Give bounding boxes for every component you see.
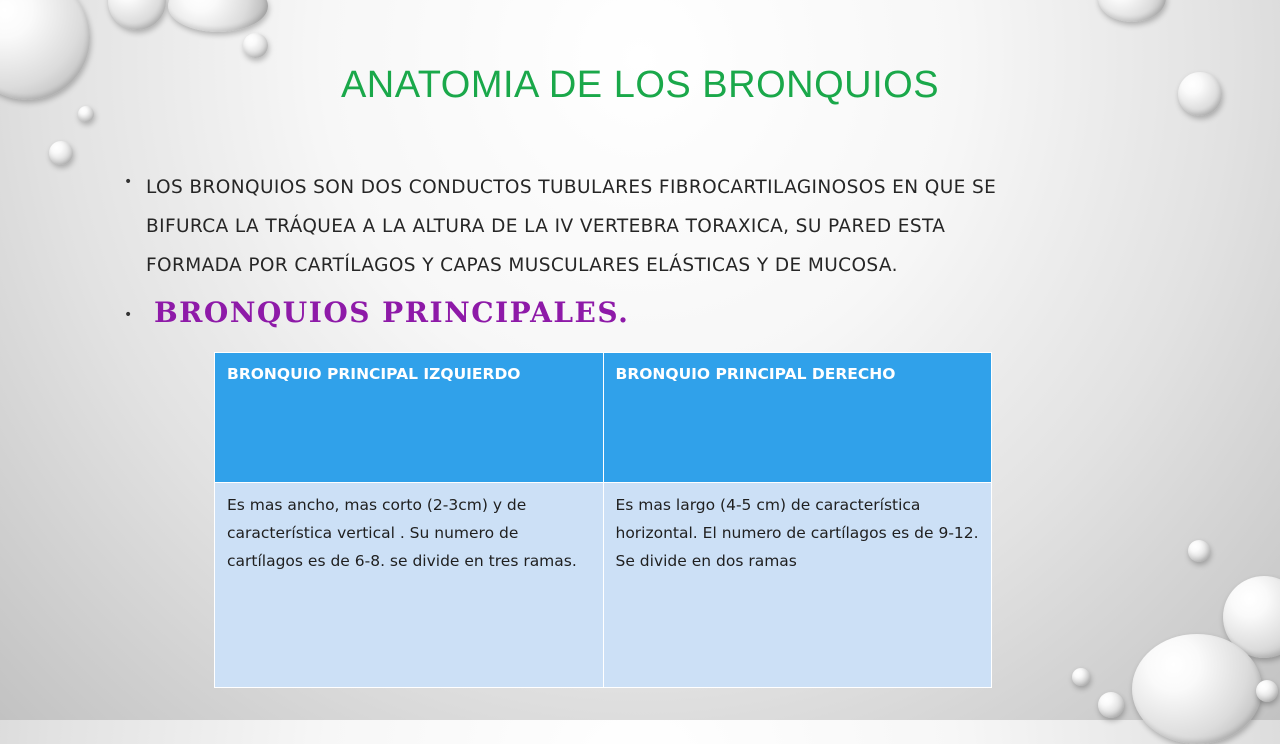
water-drop-decoration (1132, 634, 1262, 744)
table-row (215, 483, 992, 688)
water-drop-decoration (1188, 540, 1210, 562)
water-drop-decoration (1256, 680, 1278, 702)
section-heading: BRONQUIOS PRINCIPALES. (154, 296, 630, 329)
bullet-marker: • (124, 307, 133, 323)
water-drop-decoration (108, 0, 166, 30)
left-bronchus-description: Es mas ancho, mas corto (2-3cm) y de característica vertical . Su numero de cartílagos es de 6-8. se divide en tres ramas. (215, 483, 604, 688)
bronchi-comparison-table (214, 352, 992, 688)
description-line: FORMADA POR CARTÍLAGOS Y CAPAS MUSCULARES ELÁSTICAS Y DE MUCOSA. (146, 255, 898, 276)
slide-title: ANATOMIA DE LOS BRONQUIOS (340, 64, 940, 106)
bronchi-description (146, 168, 1178, 285)
water-drop-decoration (1098, 0, 1166, 22)
right-description-line: Es mas largo (4-5 cm) de característica horizontal. El numero de cartílagos es de 9-12. (615, 496, 979, 542)
header-left-bronchus: BRONQUIO PRINCIPAL IZQUIERDO (215, 353, 604, 483)
bullet-list (118, 168, 1178, 329)
water-drop-decoration (49, 141, 73, 165)
water-drop-decoration (243, 33, 268, 58)
water-drop-decoration (168, 0, 268, 32)
water-drop-decoration (78, 106, 94, 122)
table-header-row (215, 353, 992, 483)
water-drop-decoration (1072, 668, 1090, 686)
description-line: LOS BRONQUIOS SON DOS CONDUCTOS TUBULARES FIBROCARTILAGINOSOS EN QUE SE (146, 177, 997, 198)
bullet-description (118, 168, 1178, 285)
description-line: BIFURCA LA TRÁQUEA A LA ALTURA DE LA IV VERTEBRA TORAXICA, SU PARED ESTA (146, 216, 946, 237)
header-right-bronchus: BRONQUIO PRINCIPAL DERECHO (603, 353, 992, 483)
water-drop-decoration (1098, 692, 1124, 718)
bullet-heading-item (118, 297, 1178, 329)
right-description-line: Se divide en dos ramas (615, 552, 797, 570)
bullet-marker: • (124, 174, 133, 190)
right-bronchus-description (603, 483, 992, 688)
